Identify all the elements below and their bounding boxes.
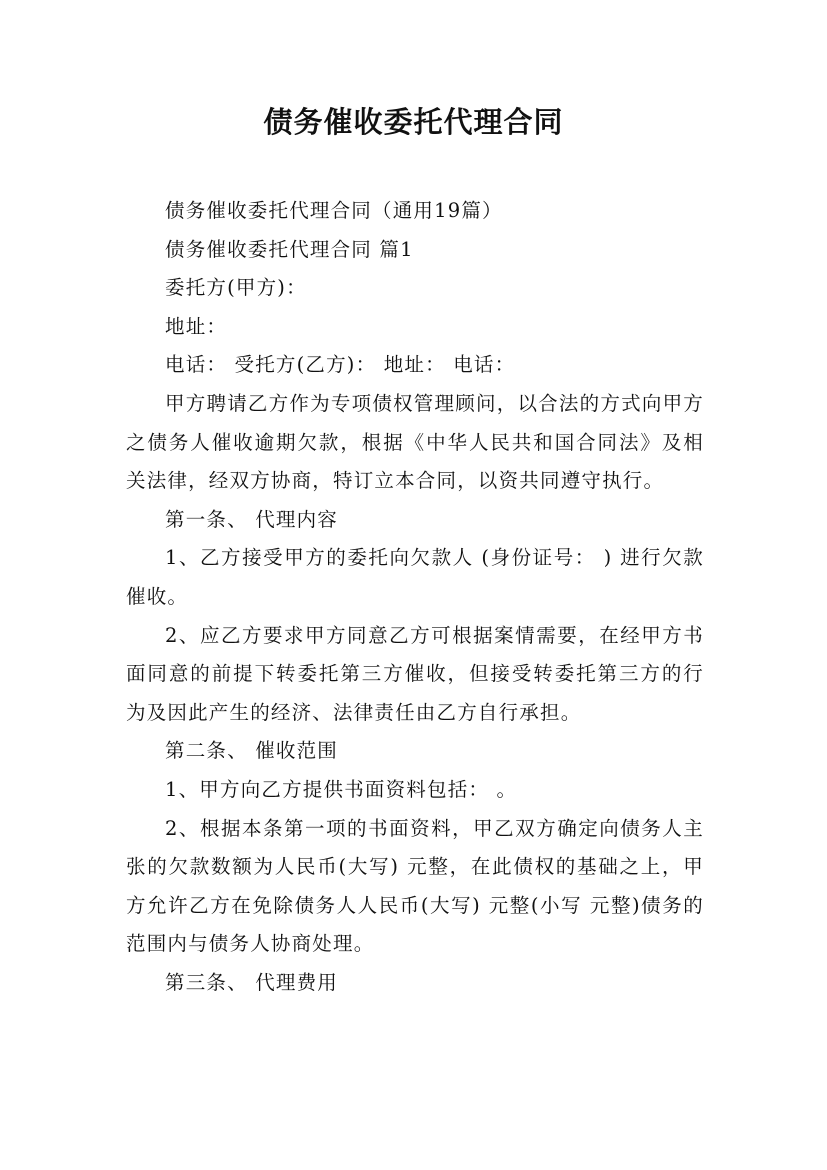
section-heading: 债务催收委托代理合同 篇1 xyxy=(165,237,414,261)
document-body xyxy=(126,192,704,1002)
article-one-clause-1: 1、乙方接受甲方的委托向欠款人 (身份证号： ) 进行欠款催收。 xyxy=(126,546,704,608)
preamble-paragraph: 甲方聘请乙方作为专项债权管理顾问，以合法的方式向甲方之债务人催收逾期欠款，根据《中华人民共和国合同法》及相关法律，经双方协商，特订立本合同，以资共同遵守执行。 xyxy=(126,391,704,493)
contact-line: 电话： 受托方(乙方)： 地址： 电话： xyxy=(165,353,516,377)
article-two-clause-1: 1、甲方向乙方提供书面资料包括： 。 xyxy=(165,777,518,801)
address-label: 地址： xyxy=(165,314,228,338)
article-one-heading: 第一条、 代理内容 xyxy=(165,507,338,531)
party-a-label: 委托方(甲方)： xyxy=(165,276,307,300)
article-one-clause-2: 2、应乙方要求甲方同意乙方可根据案情需要，在经甲方书面同意的前提下转委托第三方催收，但接受转委托第三方的行为及因此产生的经济、法律责任由乙方自行承担。 xyxy=(126,623,704,724)
article-two-clause-2: 2、根据本条第一项的书面资料，甲乙双方确定向债务人主张的欠款数额为人民币(大写) 元整，在此债权的基础之上，甲方允许乙方在免除债务人人民币(大写) 元整(小写 元整)债务的范围内与债务人协商处理。 xyxy=(126,816,704,956)
document-title: 债务催收委托代理合同 xyxy=(263,105,564,139)
article-three-heading: 第三条、 代理费用 xyxy=(165,970,338,994)
subtitle-paragraph: 债务催收委托代理合同（通用19篇） xyxy=(165,199,503,222)
article-two-heading: 第二条、 催收范围 xyxy=(165,739,338,763)
